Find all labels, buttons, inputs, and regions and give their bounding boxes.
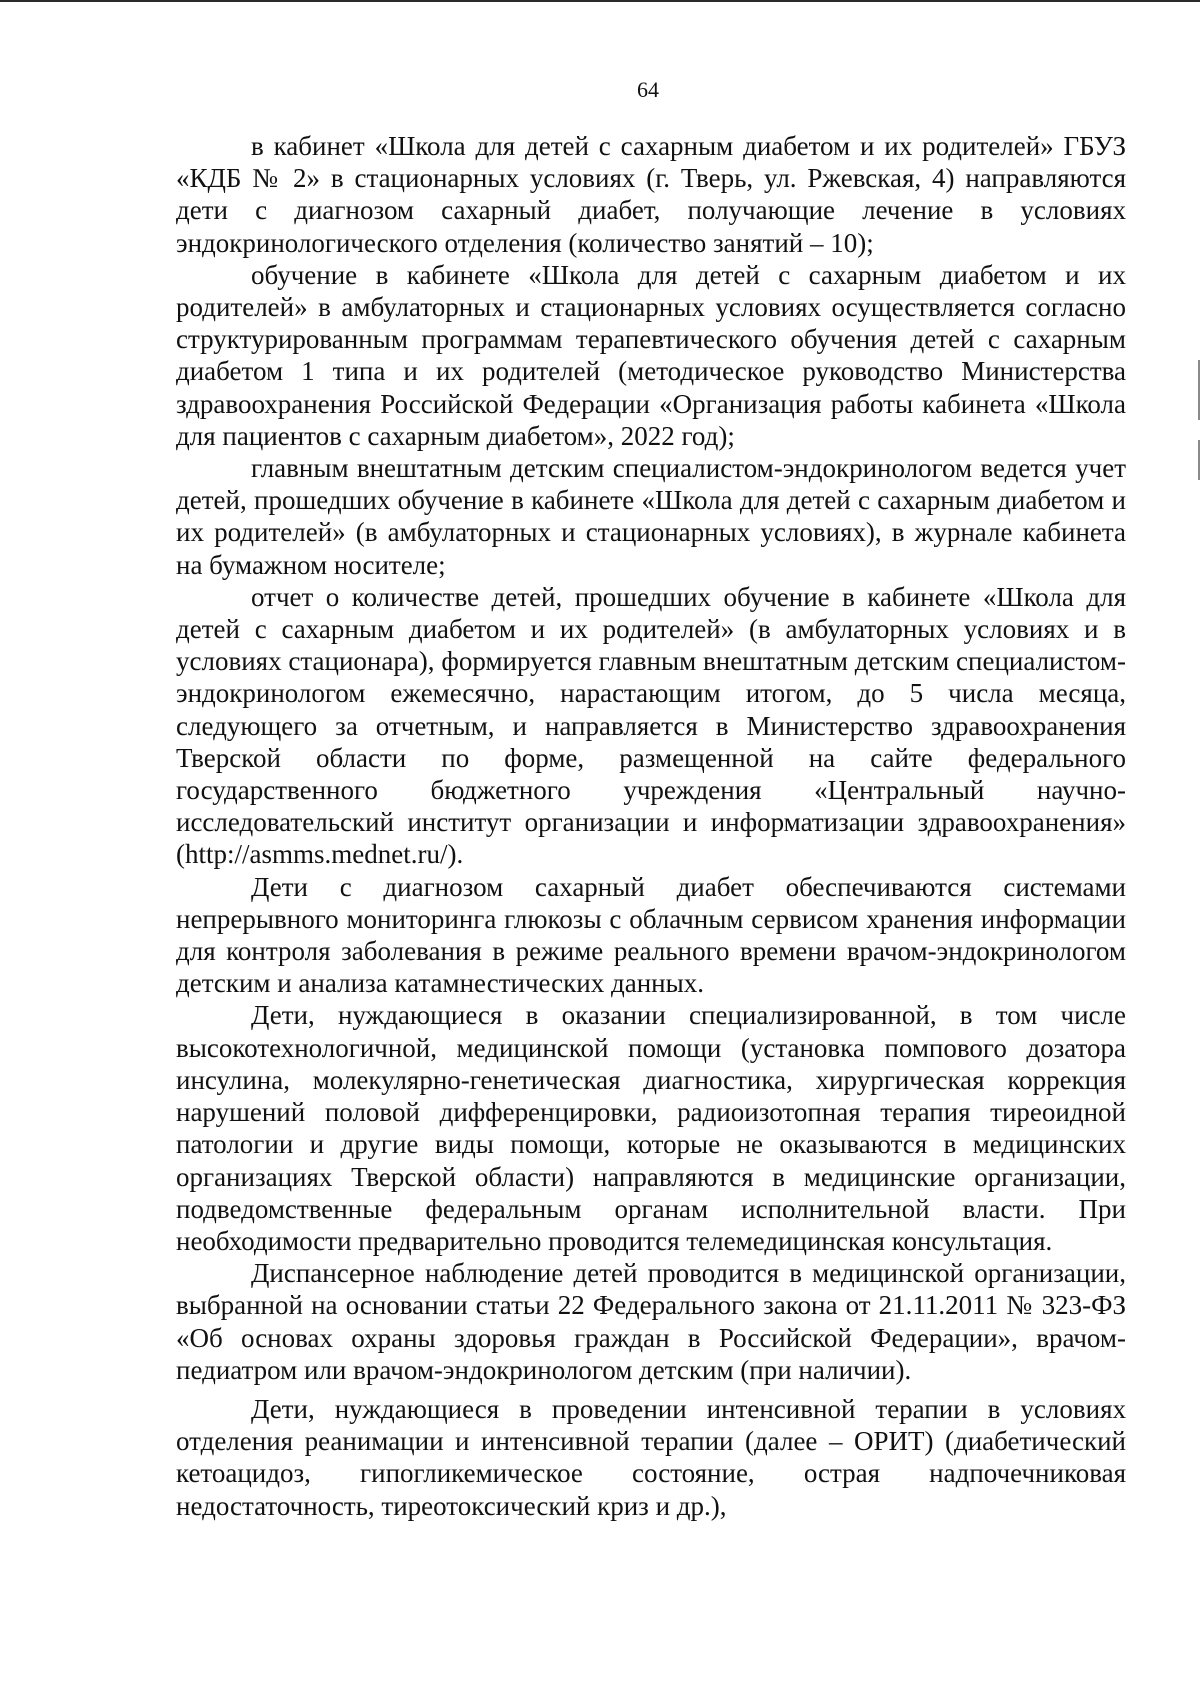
scan-top-border [0,0,1200,2]
paragraph: в кабинет «Школа для детей с сахарным диабетом и их родителей» ГБУЗ «КДБ № 2» в стационарных условиях (г. Тверь, ул. Ржевская, 4) направляются дети с диагнозом сахарный диабет, получающие лечение в условиях эндокринологического отделения (количество занятий – 10); [176,131,1126,258]
document-body [176,130,1126,1522]
paragraph: Дети, нуждающиеся в оказании специализированной, в том числе высокотехнологичной, медицинской помощи (установка помпового дозатора инсулина, молекулярно-генетическая диагностика, хирургическая коррекция нарушений половой дифференцировки, радиоизотопная терапия тиреоидной патологии и другие виды помощи, которые не оказываются в медицинских организациях Тверской области) направляются в медицинские организации, подведомственные федеральным органам исполнительной власти. При необходимости предварительно проводится телемедицинская консультация. [176,1000,1126,1256]
paragraph: Диспансерное наблюдение детей проводится в медицинской организации, выбранной на основании статьи 22 Федерального закона от 21.11.2011 № 323-ФЗ «Об основах охраны здоровья граждан в Российской Федерации», врачом-педиатром или врачом-эндокринологом детским (при наличии). [176,1258,1126,1385]
paragraph: Дети с диагнозом сахарный диабет обеспечиваются системами непрерывного мониторинга глюкозы с облачным сервисом хранения информации для контроля заболевания в режиме реального времени врачом-эндокринологом детским и анализа катамнестических данных. [176,871,1126,999]
paragraph: отчет о количестве детей, прошедших обучение в кабинете «Школа для детей с сахарным диабетом и их родителей» (в амбулаторных условиях и в условиях стационара), формируется главным внештатным детским специалистом-эндокринологом ежемесячно, нарастающим итогом, до 5 числа месяца, следующего за отчетным, и направляется в Министерство здравоохранения Тверской области по форме, размещенной на сайте федерального государственного бюджетного учреждения «Центральный научно-исследовательский институт организации и информатизации здравоохранения» (http://asmms.mednet.ru/). [176,581,1126,870]
page-number: 64 [637,77,659,102]
paragraph: Дети, нуждающиеся в проведении интенсивной терапии в условиях отделения реанимации и интенсивной терапии (далее – ОРИТ) (диабетический кетоацидоз, гипогликемическое состояние, острая надпочечниковая недостаточность, тиреотоксический криз и др.), [176,1393,1126,1521]
paragraph: обучение в кабинете «Школа для детей с сахарным диабетом и их родителей» в амбулаторных и стационарных условиях осуществляется согласно структурированным программам терапевтического обучения детей с сахарным диабетом 1 типа и их родителей (методическое руководство Министерства здравоохранения Российской Федерации «Организация работы кабинета «Школа для пациентов с сахарным диабетом», 2022 год); [176,259,1126,451]
paragraph: главным внештатным детским специалистом-эндокринологом ведется учет детей, прошедших обучение в кабинете «Школа для детей с сахарным диабетом и их родителей» (в амбулаторных и стационарных условиях), в журнале кабинета на бумажном носителе; [176,453,1126,580]
